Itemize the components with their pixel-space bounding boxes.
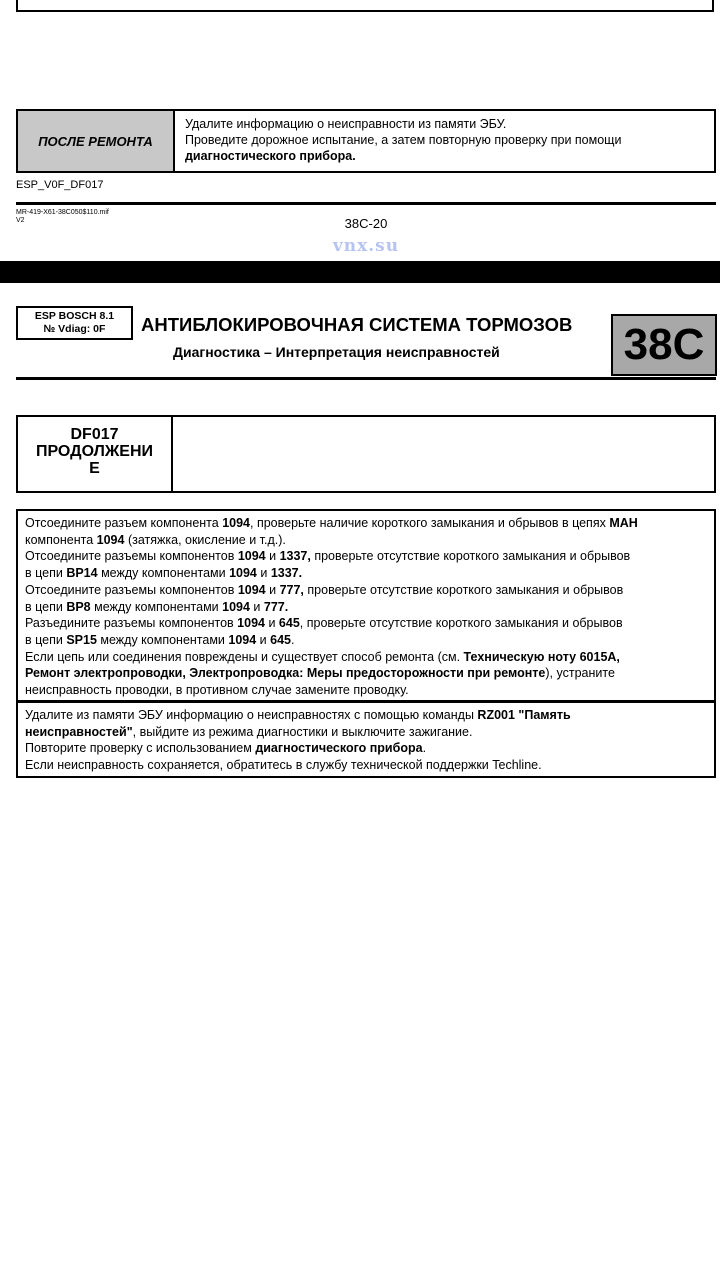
after-repair-line-3: диагностического прибора. <box>185 149 356 163</box>
text-run: и <box>256 632 271 647</box>
text-run: Разъедините разъемы компонентов <box>25 616 238 631</box>
text-run: Удалите из памяти ЭБУ информацию о неисправностях с помощью команды <box>25 708 478 722</box>
after-repair-table <box>16 109 716 173</box>
fault-code-description <box>173 417 714 491</box>
text-run: Если неисправность сохраняется, обратитесь в службу технической поддержки Techline. <box>25 758 542 773</box>
page-subtitle: Диагностика – Интерпретация неисправностей <box>173 344 500 360</box>
header-divider <box>16 377 716 380</box>
page-title: АНТИБЛОКИРОВОЧНАЯ СИСТЕМА ТОРМОЗОВ <box>141 314 573 335</box>
instruction-line <box>25 582 707 599</box>
bold-text: 1337. <box>270 566 303 581</box>
bold-text: 1094 <box>237 549 266 564</box>
bold-text: ВР8 <box>66 599 91 614</box>
text-run: и <box>264 616 279 631</box>
bold-text: неисправностей" <box>25 724 133 739</box>
text-run: проверьте отсутствие короткого замыкания и обрывов <box>303 582 624 597</box>
bold-text: 1094 <box>237 616 265 631</box>
instruction-line <box>25 532 707 549</box>
vdiag-number: № Vdiag: 0F <box>43 323 106 335</box>
text-run: между компонентами <box>96 632 229 647</box>
text-run: и <box>265 582 280 597</box>
clear-memory-instructions <box>16 702 716 778</box>
bold-text: МАН <box>609 516 638 530</box>
text-run: ), устраните <box>545 666 615 681</box>
text-run: проверьте отсутствие короткого замыкания и обрывов <box>310 549 631 564</box>
instruction-line <box>25 682 707 699</box>
bold-text: 777, <box>279 582 304 597</box>
repair-instructions <box>16 509 716 702</box>
bold-text: RZ001 "Память <box>477 708 571 722</box>
text-run: в цепи <box>25 599 67 614</box>
watermark: vnx.su <box>332 236 400 256</box>
instruction-line <box>25 632 707 649</box>
previous-page-box <box>16 0 714 12</box>
page-break-bar <box>0 261 720 283</box>
bold-text: Ремонт электропроводки, Электропроводка: Меры предосторожности при ремонте <box>25 666 546 681</box>
bold-text: 1094 <box>222 599 250 614</box>
text-run: и <box>249 599 264 614</box>
instruction-line <box>25 740 707 757</box>
text-run: и <box>256 566 271 581</box>
bold-text: Техническую ноту 6015А, <box>463 649 620 664</box>
bold-text: 645 <box>270 632 291 647</box>
instruction-line <box>25 548 707 565</box>
bold-text: 1094 <box>96 532 125 547</box>
file-name: MR-419-X61-38C050$110.mif <box>16 209 109 216</box>
text-run: Если цепь или соединения повреждены и существует способ ремонта (см. <box>25 649 464 664</box>
text-run: неисправность проводки, в противном случае замените проводку. <box>25 683 409 698</box>
text-run: , проверьте наличие короткого замыкания и обрывов в цепях <box>250 516 610 530</box>
bold-text: 645 <box>278 616 300 631</box>
fault-code-label <box>18 417 173 491</box>
bold-text: диагностического прибора <box>255 741 423 756</box>
text-run: (затяжка, окисление и т.д.). <box>124 532 286 547</box>
instruction-line <box>25 649 707 666</box>
instruction-line <box>25 565 707 582</box>
instruction-line <box>25 665 707 682</box>
instruction-line <box>25 707 707 724</box>
bold-text: SP15 <box>66 632 97 647</box>
section-code-badge: 38C <box>611 314 717 376</box>
text-run: и <box>265 549 280 564</box>
fault-code-box <box>16 415 716 493</box>
text-run: Отсоедините разъемы компонентов <box>25 582 238 597</box>
page-number: 38C-20 <box>344 216 388 231</box>
text-run: , проверьте отсутствие короткого замыкания и обрывов <box>299 616 623 631</box>
instruction-line <box>25 757 707 774</box>
text-run: . <box>422 741 427 756</box>
text-run: между компонентами <box>97 566 230 581</box>
bold-text: 1094 <box>222 516 251 530</box>
after-repair-line-2: Проведите дорожное испытание, а затем повторную проверку при помощи <box>185 133 622 147</box>
reference-code: ESP_V0F_DF017 <box>16 179 104 191</box>
text-run: в цепи <box>25 632 67 647</box>
bold-text: 1094 <box>228 632 257 647</box>
bold-text: 1337, <box>279 549 311 564</box>
text-run: Отсоедините разъем компонента <box>25 516 223 530</box>
text-run: Повторите проверку с использованием <box>25 741 256 756</box>
bold-text: 1094 <box>237 582 266 597</box>
instruction-line <box>25 599 707 616</box>
after-repair-text <box>175 111 714 171</box>
footer-divider <box>16 202 716 205</box>
instruction-line <box>25 515 707 532</box>
file-version: V2 <box>16 217 25 224</box>
fault-code-text: DF017 ПРОДОЛЖЕНИ Е <box>35 426 154 477</box>
instruction-line <box>25 724 707 741</box>
text-run: . <box>291 632 295 647</box>
esp-model: ESP BOSCH 8.1 <box>34 310 115 322</box>
bold-text: ВР14 <box>66 566 98 581</box>
bold-text: 777. <box>263 599 289 614</box>
text-run: в цепи <box>25 566 67 581</box>
after-repair-label: ПОСЛЕ РЕМОНТА <box>18 111 175 171</box>
text-run: Отсоедините разъемы компонентов <box>25 549 238 564</box>
after-repair-line-1: Удалите информацию о неисправности из памяти ЭБУ. <box>185 117 507 131</box>
text-run: компонента <box>25 532 97 547</box>
bold-text: 1094 <box>229 566 257 581</box>
esp-version-box <box>16 306 133 340</box>
text-run: , выйдите из режима диагностики и выключите зажигание. <box>132 724 473 739</box>
text-run: между компонентами <box>90 599 223 614</box>
instruction-line <box>25 615 707 632</box>
